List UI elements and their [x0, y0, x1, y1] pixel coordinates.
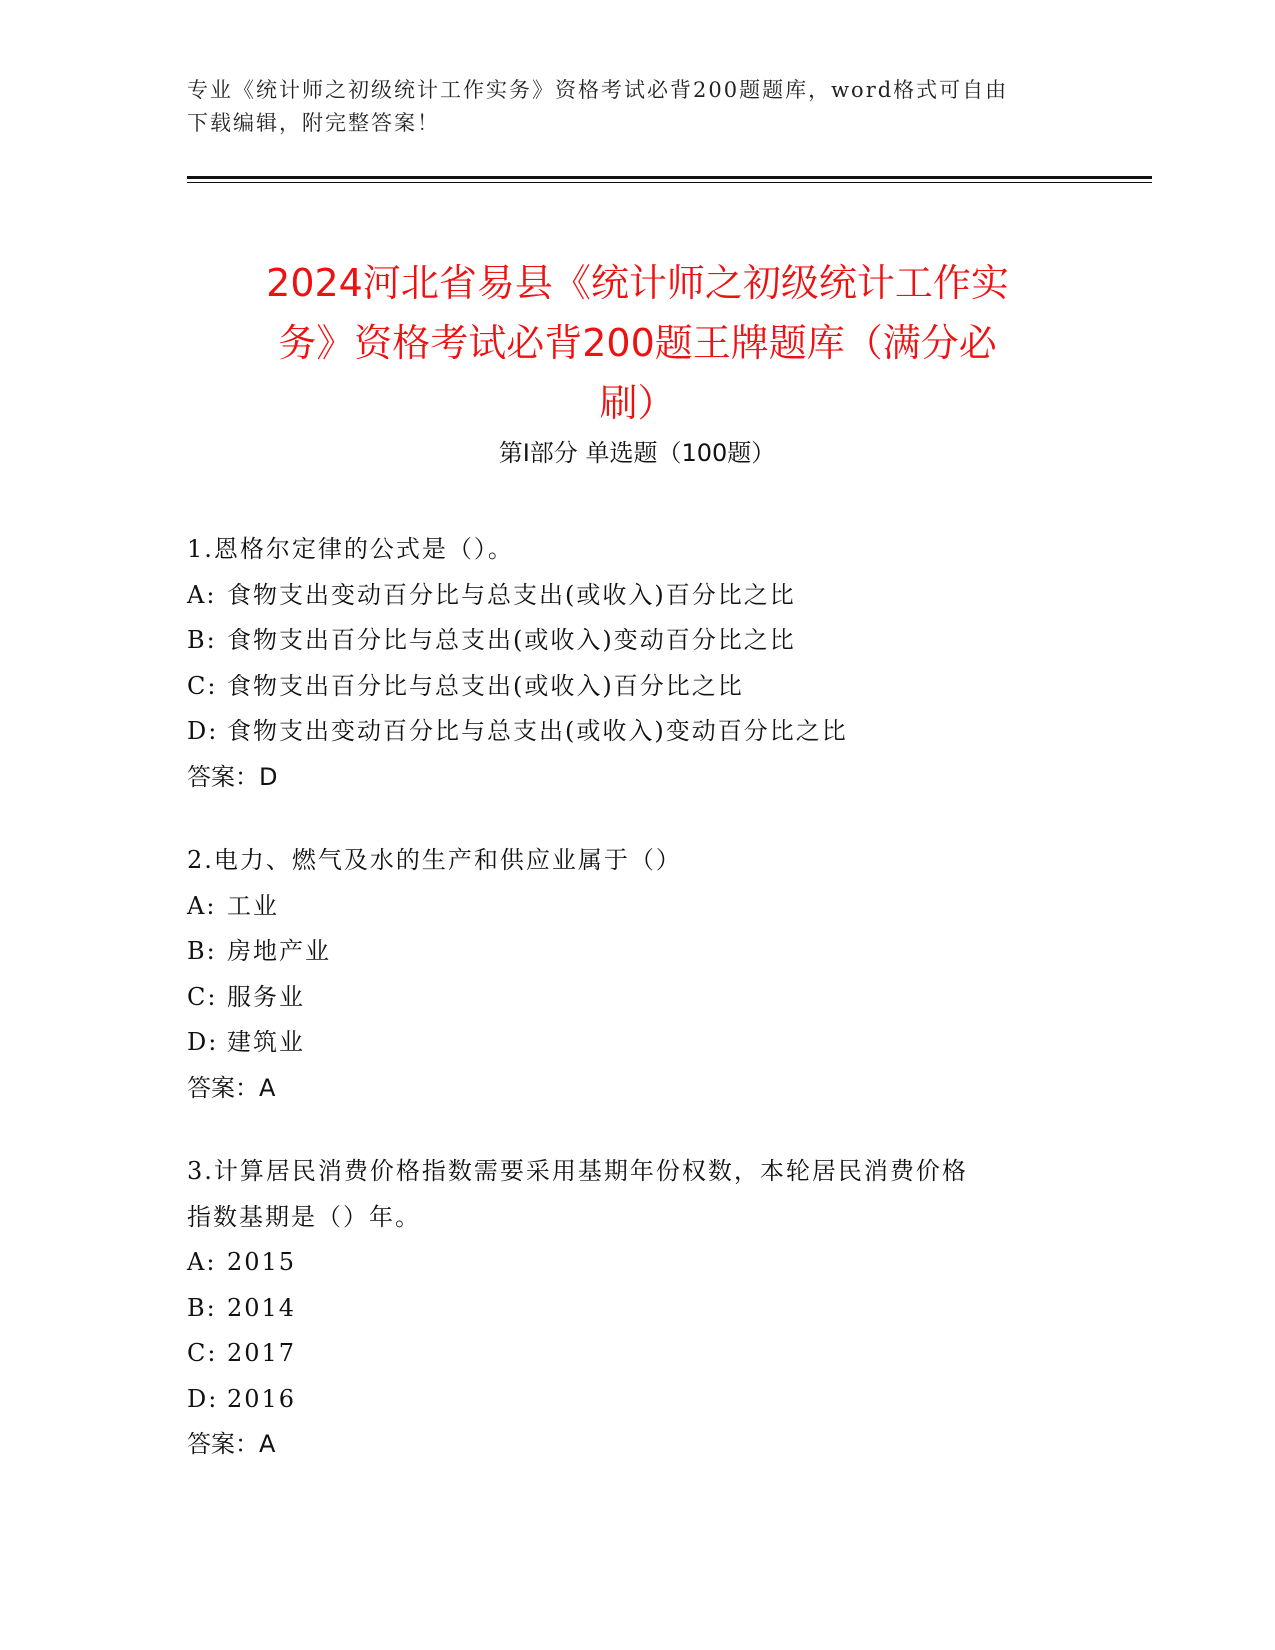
header-divider-thin [187, 182, 1152, 183]
option-key: D: [187, 1384, 219, 1413]
header-note [187, 74, 1087, 140]
option-key: C: [187, 1339, 218, 1367]
option-text: 食物支出变动百分比与总支出(或收入)变动百分比之比 [227, 717, 848, 745]
option-key: C: [187, 982, 218, 1011]
option-key: B: [187, 1293, 217, 1322]
question-stem-continued: 指数基期是（）年。 [187, 1202, 421, 1231]
question-1 [187, 527, 1087, 800]
option-text: 房地产业 [227, 937, 331, 965]
option-text: 服务业 [227, 982, 305, 1011]
document-title-line-1: 2024河北省易县《统计师之初级统计工作实 [266, 261, 1009, 306]
option-text: 2017 [227, 1339, 297, 1367]
option-c [187, 975, 1087, 1021]
option-b [187, 618, 1087, 664]
header-divider-thick [187, 176, 1152, 179]
question-list [187, 527, 1087, 1506]
option-a [187, 1240, 1087, 1286]
option-text: 食物支出百分比与总支出(或收入)百分比之比 [227, 671, 744, 700]
answer-line: 答案：D [187, 762, 278, 791]
question-stem: 3.计算居民消费价格指数需要采用基期年份权数，本轮居民消费价格 [187, 1157, 968, 1185]
question-stem: 2.电力、燃气及水的生产和供应业属于（） [187, 846, 682, 874]
option-text: 食物支出百分比与总支出(或收入)变动百分比之比 [227, 626, 796, 654]
option-a [187, 573, 1087, 619]
option-c [187, 1331, 1087, 1377]
answer-line: 答案：A [187, 1430, 276, 1458]
option-key: A: [187, 1248, 217, 1276]
option-key: D: [187, 717, 219, 745]
option-b [187, 929, 1087, 975]
option-text: 工业 [227, 891, 279, 920]
option-key: B: [187, 937, 217, 965]
option-text: 2015 [227, 1248, 297, 1276]
option-key: A: [187, 891, 217, 920]
question-3 [187, 1149, 1087, 1468]
document-title-line-2: 务》资格考试必背200题王牌题库（满分必 [278, 321, 997, 366]
header-note-line-1: 专业《统计师之初级统计工作实务》资格考试必背200题题库，word格式可自由 [187, 78, 1009, 102]
option-text: 食物支出变动百分比与总支出(或收入)百分比之比 [227, 580, 796, 609]
document-title-line-3: 刷） [599, 381, 676, 426]
option-text: 2016 [227, 1384, 297, 1413]
option-d [187, 709, 1087, 755]
document-title [170, 253, 1105, 433]
option-key: D: [187, 1028, 219, 1056]
question-stem: 1.恩格尔定律的公式是（）。 [187, 535, 514, 563]
option-d [187, 1020, 1087, 1066]
option-key: C: [187, 671, 218, 700]
option-key: B: [187, 626, 217, 654]
option-key: A: [187, 580, 217, 609]
option-a [187, 884, 1087, 930]
option-text: 建筑业 [227, 1028, 305, 1056]
option-b [187, 1286, 1087, 1332]
option-d [187, 1377, 1087, 1423]
answer-line: 答案：A [187, 1073, 276, 1102]
header-note-line-2: 下载编辑，附完整答案！ [187, 111, 440, 135]
section-title: 第Ⅰ部分 单选题（100题） [498, 439, 776, 467]
option-text: 2014 [227, 1293, 297, 1322]
question-2 [187, 838, 1087, 1111]
option-c [187, 664, 1087, 710]
